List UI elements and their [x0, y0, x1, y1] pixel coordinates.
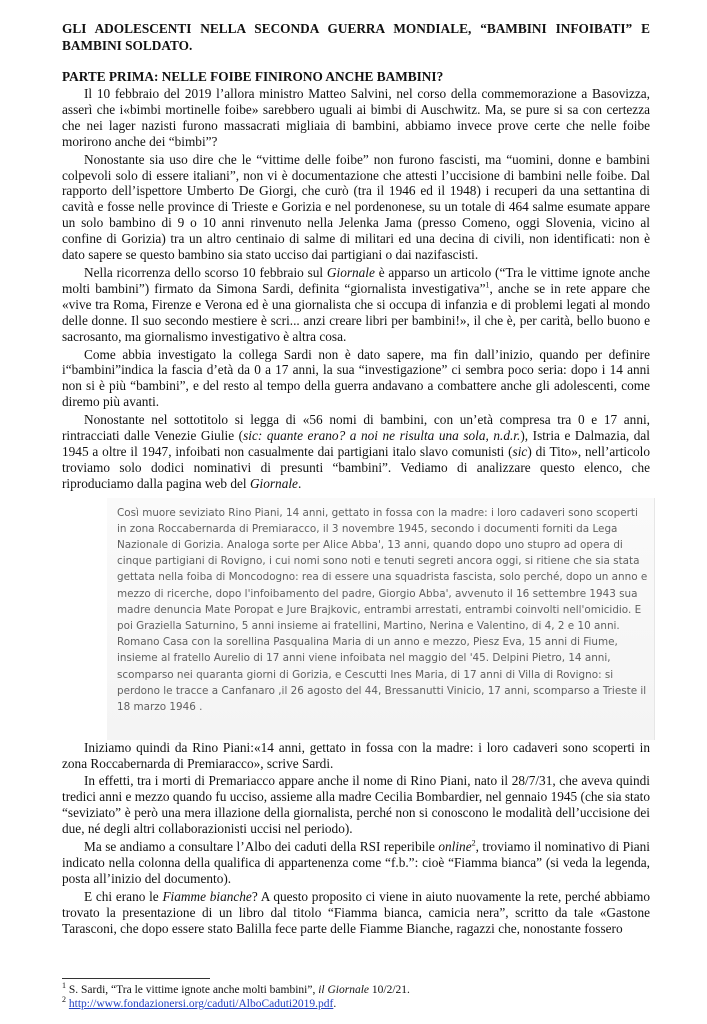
section-heading: PARTE PRIMA: NELLE FOIBE FINIRONO ANCHE BAMBINI? — [62, 69, 444, 84]
text-run: Nella ricorrenza dello scorso 10 febbraio sul — [84, 264, 327, 280]
italic-run: il Giornale — [318, 984, 370, 996]
paragraph-1: Il 10 febbraio del 2019 l’allora ministro Matteo Salvini, nel corso della commemorazione a Basovizza, asserì che i«bimbi mortinelle foibe» sarebbero uguali ai bimbi di Auschwitz. Ma, se pure si sa con certezza che nei lager nazisti furono massacrati migliaia di bambini, abbiamo invece prove certe che nelle foibe morirono anche dei “bimbi”? — [62, 86, 650, 149]
footnote-link[interactable]: http://www.fondazionersi.org/caduti/AlboCaduti2019.pdf — [68, 998, 334, 1010]
footnote-number: 2 — [62, 995, 66, 1005]
text-run: 10/2/21. — [369, 984, 410, 996]
text-run: S. Sardi, “Tra le vittime ignote anche molti bambini”, — [66, 984, 319, 996]
paragraph-9 — [62, 889, 650, 937]
text-run: , troviamo il nominativo di Piani indicato nella colonna della qualifica di appartenenza come “f.b.”: cioè “Fiamma bianca” (si veda la legenda, posta all’inizio del documento). — [62, 839, 651, 886]
text-run: Nonostante nel sottotitolo si legga di «56 nomi di bambini, con un’età compresa tra 0 e 17 anni, rintracciati dalle Venezie Giulie ( — [62, 412, 650, 444]
document-title: GLI ADOLESCENTI NELLA SECONDA GUERRA MONDIALE, “BAMBINI INFOIBATI” E BAMBINI SOLDATO. — [62, 21, 650, 53]
document-page — [62, 20, 650, 937]
text-run: . — [333, 998, 337, 1010]
footnote-number: 1 — [62, 981, 66, 991]
text-run: . — [297, 475, 302, 491]
paragraph-2: Nonostante sia uso dire che le “vittime delle foibe” non furono fascisti, ma “uomini, donne e bambini colpevoli solo di essere italiani”, non vi è documentazione che attesti l’uccisione di bambini nelle foibe. Dal rapporto dell’ispettore Umberto De Giorgi, che curò (tra il 1946 ed il 1948) i recuperi da una settantina di cavità e fosse nelle province di Trieste e Gorizia e nel pordenonese, su un totale di 464 salme esumate appare un solo bambino di 9 o 10 anni rinvenuto nella Jelenka Jama (presso Comeno, oggi Slovenia, vicino al confine di Gorizia) tra un altro centinaio di salme di militari ed una decina di civili, non identificati: non è dato sapere se questo bambino sia stato ucciso dai partigiani o dai nazifascisti. — [62, 151, 650, 263]
italic-run: sic — [512, 443, 528, 459]
paragraph-3 — [62, 265, 650, 345]
text-run: E chi erano le — [84, 888, 163, 904]
paragraph-8 — [62, 839, 650, 887]
text-run: ), Istria e Dalmazia, dal 1945 a oltre il 1947, infoibati non casualmente dai partigiani italo slavo comunisti ( — [62, 428, 650, 459]
text-run: ? A questo proposito ci viene in aiuto nuovamente la rete, perché abbiamo trovato la presentazione di un libro dal titolo “Fiamma bianca, camicia nera”, scritto da tale «Gastone Tarasconi, che dopo essere stato Balilla fece parte delle Fiamme Bianche, ragazzi che, nonostante fossero — [62, 888, 650, 936]
paragraph-6: Iniziamo quindi da Rino Piani:«14 anni, gettato in fossa con la madre: i loro cadaveri sono scoperti in zona Roccabernarda di Premiaracco», scrive Sardi. — [62, 739, 650, 771]
footnote-divider — [62, 978, 210, 979]
text-run: Ma se andiamo a consultare l’Albo dei caduti della RSI reperibile — [84, 839, 439, 855]
footnotes — [62, 978, 650, 1011]
paragraph-7: In effetti, tra i morti di Premariacco appare anche il nome di Rino Piani, nato il 28/7/31, che aveva quindi tredici anni e mezzo quando fu ucciso, assieme alla madre Cecilia Bombardier, nel gennaio 1945 (che sia stato “seviziato” è però una mera illazione della giornalista, perché non si conoscono le modalità dell’uccisione dei due, né degli altri collaborazionisti uccisi nel periodo). — [62, 773, 650, 837]
italic-run: online — [438, 839, 472, 855]
paragraph-4: Come abbia investigato la collega Sardi non è dato sapere, ma fin dall’inizio, quando per definire i“bambini”indica la fascia d’età da 0 a 17 anni, la sua “investigazione” ci sembra poco seria: dopo i 14 anni non si è più “bambini”, e del resto al tempo della guerra andavano a combattere anche gli adolescenti, come diremo più avanti. — [62, 346, 650, 410]
paragraph-5 — [62, 412, 650, 492]
text-run: è apparso un articolo (“Tra le vittime ignote anche molti bambini”) firmato da Simona Sardi, definita “giornalista investigativa” — [62, 264, 650, 296]
quote-text: Così muore seviziato Rino Piani, 14 anni, gettato in fossa con la madre: i loro cadaveri sono scoperti in zona Roccabernarda di Premiaracco, il 3 novembre 1945, secondo i documenti forniti da Lega Nazionale di Gorizia. Analoga sorte per Alice Abba', 13 anni, quando dopo uno stupro ad opera di cinque partigiani di Rovigno, i cui nomi sono noti e tenuti segreti ancora oggi, si ritiene che sia stata gettata nella foiba di Moncodogno: rea di essere una squadrista fascista, solo perché, dopo un anno e mezzo di ricerche, dopo l'infoibamento del padre, Giorgio Abba', avvenuto il 16 settembre 1943 sua madre denuncia Mate Poropat e Jure Brajkovic, entrambi arrestati, entrambi coinvolti nell'omicidio. E poi Graziella Saturnino, 5 anni insieme ai fratellini, Martino, Nerina e Valentino, di 4, 2 e 10 anni. Romano Casa con la sorellina Pasqualina Maria di un anno e mezzo, Piesz Eva, 15 anni di Fiume, insieme al fratello Aurelio di 17 anni viene infoibata nel maggio del '45. Delpini Pietro, 14 anni, scomparso nei quaranta giorni di Gorizia, e Cescutti Ines Maria, di 17 anni di Villa di Rovigno: si perdono le tracce a Canfanaro ,il 26 agosto del 44, Bressanutti Vinicio, 17 anni, scomparso a Trieste il 18 marzo 1946 . — [117, 506, 648, 714]
footnote-2 — [62, 997, 650, 1011]
italic-run: Giornale — [249, 475, 298, 491]
italic-run: sic: quante erano? a noi ne risulta una sola, n.d.r. — [243, 428, 521, 444]
italic-run: Fiamme bianche — [162, 888, 252, 904]
footnote-ref-1[interactable]: 1 — [485, 280, 490, 290]
footnote-1 — [62, 983, 650, 997]
quoted-article-excerpt — [107, 498, 655, 740]
italic-run: Giornale — [326, 264, 375, 280]
footnote-ref-2[interactable]: 2 — [471, 838, 476, 848]
text-run: , anche se in rete appare che «vive tra Roma, Firenze e Verona ed è una giornalista che si occupa di infanzia e di problemi legati al mondo delle donne. Il suo secondo mestiere è scri... anzi creare libri per bambini!», il che è, per carità, bello buono e sacrosanto, ma giornalismo investigativo è altra cosa. — [62, 280, 651, 344]
text-run: ) di Tito», nell’articolo troviamo solo dodici nominativi di presunti “bambini”. Vediamo di analizzare questo elenco, che riproduciamo dalla pagina web del — [62, 443, 650, 491]
